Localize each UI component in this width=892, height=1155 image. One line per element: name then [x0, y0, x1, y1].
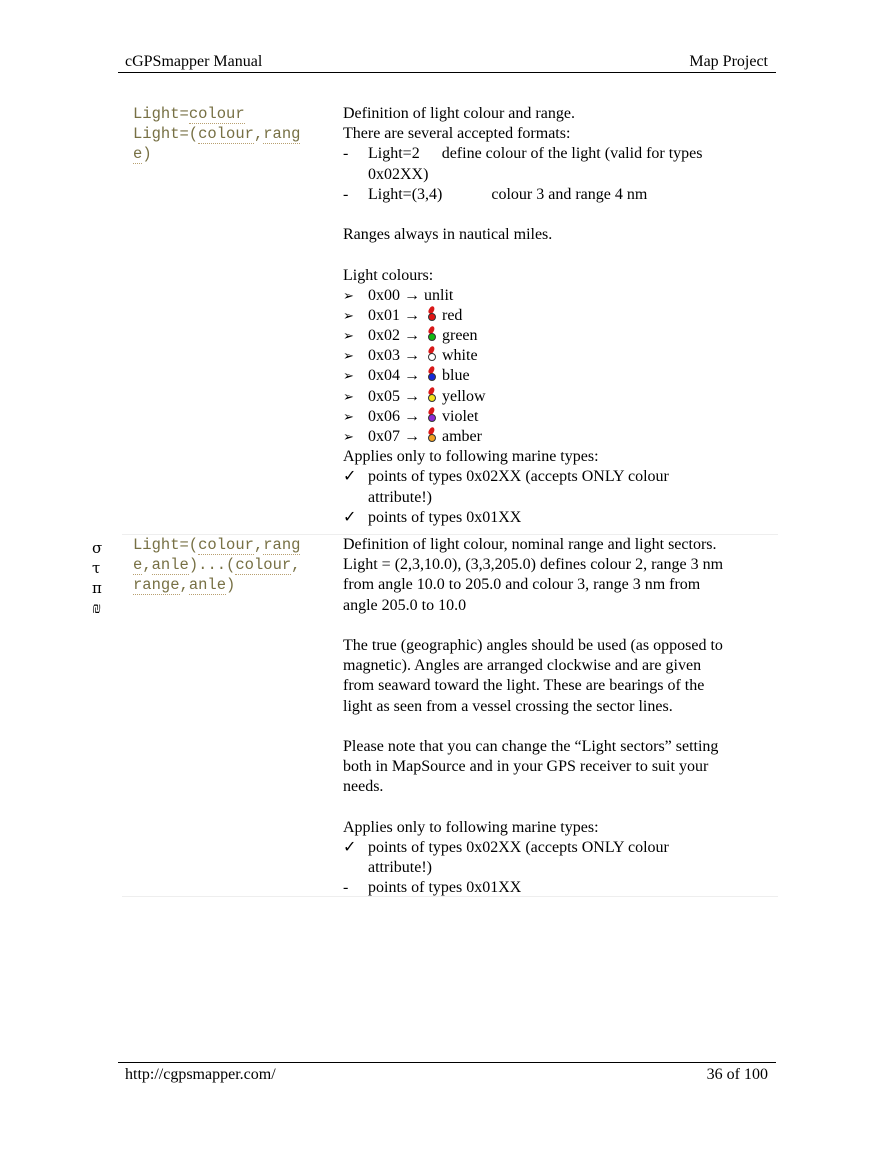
paragraph-note: [343, 737, 783, 798]
footer-rule: [118, 1062, 776, 1063]
check-icon: ✓: [343, 508, 357, 526]
header-rule: [118, 72, 776, 73]
code-token: colour: [198, 536, 254, 554]
code-text: Light=: [133, 105, 189, 123]
type-text: points of types 0x02XX (accepts ONLY colour: [368, 838, 669, 856]
type-item-cont: attribute!): [368, 859, 432, 876]
colour-name: violet: [442, 407, 479, 425]
type-text: points of types 0x01XX: [368, 508, 522, 526]
right-arrow-icon: →: [400, 327, 424, 345]
arrowhead-bullet-icon: ➢: [343, 369, 354, 385]
pi-symbol: π: [92, 579, 102, 597]
right-arrow-icon: →: [400, 347, 424, 365]
dash-marker: -: [343, 145, 349, 163]
light-sectors-description: [343, 535, 783, 898]
light-colour-description: [343, 104, 783, 528]
desc-line: needs.: [343, 778, 384, 796]
colour-item: [343, 407, 783, 427]
footer-url: http://cgpsmapper.com/: [125, 1066, 276, 1083]
code-text: ,: [291, 556, 301, 574]
format-item: [343, 185, 783, 205]
applies-title: Applies only to following marine types:: [343, 818, 599, 836]
colour-code: 0x03: [368, 347, 400, 365]
colour-item: [343, 366, 783, 386]
light-lamp-icon: [426, 366, 439, 382]
right-arrow-icon: →: [400, 387, 424, 405]
desc-line: Definition of light colour and range.: [343, 105, 575, 122]
desc-line: from seaward toward the light. These are bearings of the: [343, 677, 705, 695]
arrowhead-bullet-icon: ➢: [343, 409, 354, 425]
colour-name: white: [442, 347, 478, 365]
code-token: e: [133, 556, 143, 574]
paragraph-angles: [343, 636, 783, 717]
sigma-symbol: σ: [92, 539, 103, 557]
colour-name: red: [442, 306, 463, 324]
desc-line: angle 205.0 to 10.0: [343, 596, 467, 614]
code-text: )...(: [188, 556, 236, 574]
right-arrow-icon: →: [400, 407, 424, 425]
shekel-symbol: ₪: [92, 599, 102, 617]
colour-item: [343, 326, 783, 346]
format-item: [343, 144, 783, 164]
right-arrow-icon: →: [400, 306, 424, 324]
format-item-cont: 0x02XX): [368, 165, 429, 183]
desc-line: There are several accepted formats:: [343, 125, 571, 143]
desc-line: Light = (2,3,10.0), (3,3,205.0) defines colour 2, range 3 nm: [343, 556, 724, 574]
code-text: ): [142, 145, 152, 163]
light-lamp-icon: [426, 407, 439, 423]
colour-code: 0x04: [368, 367, 400, 385]
type-item: [343, 508, 783, 528]
code-light-colour: [133, 104, 328, 164]
colour-list: [343, 286, 783, 448]
side-symbols: [92, 538, 112, 618]
format-code: Light=(3,4): [368, 185, 443, 203]
colour-name: green: [442, 327, 478, 345]
tau-symbol: τ: [92, 559, 101, 577]
desc-line: The true (geographic) angles should be used (as opposed to: [343, 636, 723, 654]
type-text: points of types 0x01XX: [368, 879, 522, 897]
colour-item: [343, 286, 783, 306]
code-token: anle: [151, 556, 189, 574]
colour-item: [343, 306, 783, 326]
colour-name: blue: [442, 367, 470, 385]
desc-line: from angle 10.0 to 205.0 and colour 3, range 3 nm from: [343, 576, 701, 594]
right-arrow-icon: →: [400, 286, 424, 304]
desc-line: light as seen from a vessel crossing the sector lines.: [343, 697, 673, 715]
code-text: ,: [179, 576, 189, 594]
colour-code: 0x01: [368, 306, 400, 324]
colour-code: 0x07: [368, 428, 400, 445]
code-text: ,: [253, 536, 264, 554]
desc-line: magnetic). Angles are arranged clockwise and are given: [343, 657, 702, 675]
colour-name: unlit: [424, 286, 454, 304]
ranges-note: Ranges always in nautical miles.: [343, 226, 553, 244]
colour-name: amber: [442, 428, 482, 445]
light-lamp-icon: [426, 387, 439, 403]
code-text: ): [226, 576, 236, 594]
code-text: ,: [253, 125, 264, 143]
format-text: define colour of the light (valid for types: [441, 145, 703, 163]
code-token: colour: [198, 125, 254, 143]
light-lamp-icon: [426, 427, 439, 443]
type-item: [343, 838, 783, 858]
arrowhead-bullet-icon: ➢: [343, 349, 354, 365]
colours-title: Light colours:: [343, 266, 434, 284]
code-text: Light=(: [133, 125, 199, 143]
format-text: colour 3 and range 4 nm: [491, 185, 648, 203]
code-token: anle: [188, 576, 227, 594]
arrowhead-bullet-icon: ➢: [343, 288, 354, 304]
colour-item: [343, 387, 783, 407]
code-text: Light=(: [133, 536, 199, 554]
code-token: rang: [263, 125, 301, 143]
code-token: e: [133, 145, 143, 163]
format-code: Light=2: [368, 145, 420, 163]
desc-line: Definition of light colour, nominal range and light sectors.: [343, 536, 717, 553]
code-token: range: [133, 576, 180, 594]
page-number: 36 of 100: [706, 1066, 768, 1083]
type-item: [343, 467, 783, 487]
right-arrow-icon: →: [400, 367, 424, 385]
applies-title: Applies only to following marine types:: [343, 448, 599, 466]
light-lamp-icon: [426, 326, 439, 342]
arrowhead-bullet-icon: ➢: [343, 308, 354, 324]
colour-code: 0x05: [368, 387, 400, 405]
type-item-cont: attribute!): [368, 488, 432, 506]
light-lamp-icon: [426, 346, 439, 362]
header-title: cGPSmapper Manual: [125, 53, 263, 70]
arrowhead-bullet-icon: ➢: [343, 430, 354, 445]
desc-line: both in MapSource and in your GPS receiver to suit your: [343, 758, 709, 776]
desc-line: Please note that you can change the “Light sectors” setting: [343, 737, 719, 755]
code-token: colour: [235, 556, 292, 574]
arrowhead-bullet-icon: ➢: [343, 389, 354, 405]
type-text: points of types 0x02XX (accepts ONLY colour: [368, 468, 669, 486]
check-icon: ✓: [343, 838, 357, 856]
right-arrow-icon: →: [400, 428, 424, 445]
row-divider: [122, 896, 778, 897]
dash-marker: -: [343, 185, 349, 203]
colour-code: 0x06: [368, 407, 400, 425]
colour-name: yellow: [442, 387, 486, 405]
code-light-sectors: [133, 535, 328, 595]
dash-marker: -: [343, 879, 349, 897]
paragraph-definition: [343, 535, 783, 616]
colour-item: [343, 427, 783, 447]
colour-code: 0x00: [368, 286, 400, 304]
code-text: ,: [142, 556, 152, 574]
check-icon: ✓: [343, 468, 357, 486]
colour-item: [343, 346, 783, 366]
light-lamp-icon: [426, 306, 439, 322]
header-section: Map Project: [689, 53, 768, 70]
code-token: colour: [188, 105, 245, 123]
arrowhead-bullet-icon: ➢: [343, 329, 354, 345]
colour-code: 0x02: [368, 327, 400, 345]
code-token: rang: [263, 536, 301, 554]
